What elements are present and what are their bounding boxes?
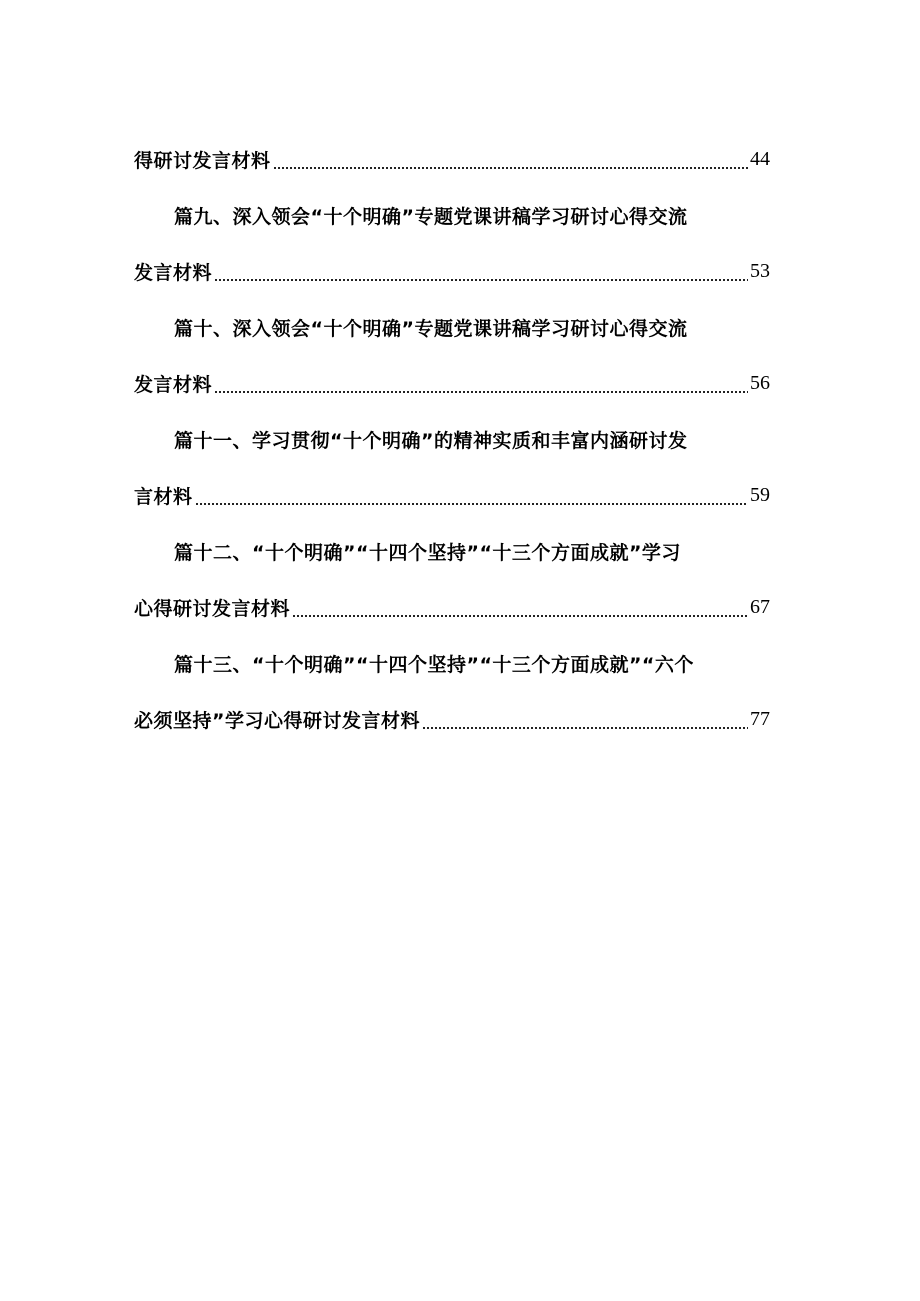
toc-entry-title[interactable] — [134, 299, 770, 355]
toc-page-number: 44 — [750, 147, 770, 170]
dot-leader — [292, 598, 748, 617]
toc-entry-text: 发言材料 — [134, 261, 213, 284]
dot-leader — [214, 262, 748, 281]
toc-page-number: 53 — [750, 259, 770, 282]
toc-entry-continuation[interactable] — [134, 691, 770, 747]
toc-entry-text: 篇十一、学习贯彻“十个明确”的精神实质和丰富内涵研讨发 — [174, 429, 688, 452]
toc-page-number: 67 — [750, 595, 770, 618]
table-of-contents — [134, 131, 770, 747]
dot-leader — [214, 374, 748, 393]
toc-entry-continuation[interactable] — [134, 467, 770, 523]
toc-entry-title[interactable] — [134, 187, 770, 243]
toc-entry-title[interactable] — [134, 523, 770, 579]
dot-leader — [273, 150, 748, 169]
toc-entry-text: 篇九、深入领会“十个明确”专题党课讲稿学习研讨心得交流 — [174, 205, 688, 228]
toc-page-number: 56 — [750, 371, 770, 394]
toc-entry-text: 必须坚持”学习心得研讨发言材料 — [134, 709, 420, 732]
toc-entry-text: 言材料 — [134, 485, 193, 508]
dot-leader — [422, 710, 748, 729]
toc-entry-text: 篇十三、“十个明确”“十四个坚持”“十三个方面成就”“六个 — [174, 653, 694, 676]
toc-entry-title[interactable] — [134, 411, 770, 467]
toc-entry-title[interactable] — [134, 635, 770, 691]
toc-entry-text: 篇十二、“十个明确”“十四个坚持”“十三个方面成就”学习 — [174, 541, 681, 564]
toc-entry-text: 篇十、深入领会“十个明确”专题党课讲稿学习研讨心得交流 — [174, 317, 688, 340]
toc-entry-text: 发言材料 — [134, 373, 213, 396]
toc-entry-continuation[interactable] — [134, 579, 770, 635]
toc-entry-text: 得研讨发言材料 — [134, 149, 271, 172]
toc-entry-continuation[interactable] — [134, 355, 770, 411]
toc-page-number: 77 — [750, 707, 770, 730]
toc-entry-text: 心得研讨发言材料 — [134, 597, 291, 620]
dot-leader — [195, 486, 748, 505]
toc-entry-continuation[interactable] — [134, 243, 770, 299]
toc-entry-continuation[interactable] — [134, 131, 770, 187]
toc-page-number: 59 — [750, 483, 770, 506]
